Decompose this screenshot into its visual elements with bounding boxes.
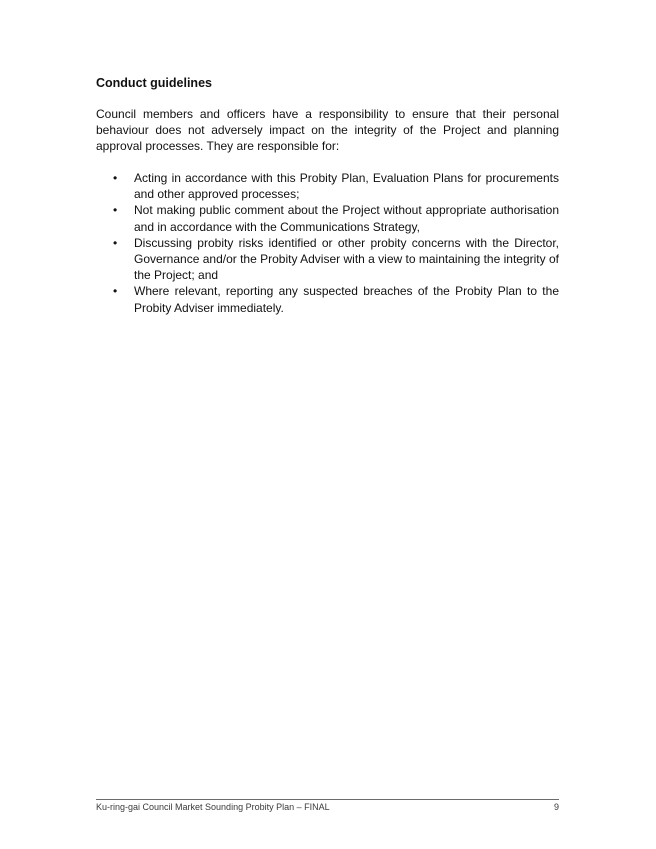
list-item [96,202,559,234]
list-item-text: Discussing probity risks identified or other probity concerns with the Director, Governance and/or the Probity Adviser with a view to maintaining the integrity of the Project; and [134,235,559,283]
list-item-text: Acting in accordance with this Probity Plan, Evaluation Plans for procurements and other approved processes; [134,171,559,202]
list-item [96,283,559,315]
list-item [96,235,559,284]
intro-paragraph: Council members and officers have a responsibility to ensure that their personal behaviour does not adversely impact on the integrity of the Project and planning approval processes. They are responsible for: [96,107,559,154]
bullet-icon: • [113,235,118,250]
list-item-text: Where relevant, reporting any suspected breaches of the Probity Plan to the Probity Adviser immediately. [134,284,559,315]
footer-document-title: Ku-ring-gai Council Market Sounding Probity Plan – FINAL [96,802,330,812]
bullet-icon: • [113,284,118,299]
footer-page-number: 9 [553,802,559,812]
list-item [96,170,559,202]
responsibility-list [96,170,559,316]
section-heading: Conduct guidelines [96,76,212,90]
list-item-text: Not making public comment about the Project without appropriate authorisation and in accordance with the Communications Strategy, [134,203,559,234]
bullet-icon: • [113,171,118,185]
bullet-icon: • [113,203,118,218]
footer-divider [96,799,559,800]
